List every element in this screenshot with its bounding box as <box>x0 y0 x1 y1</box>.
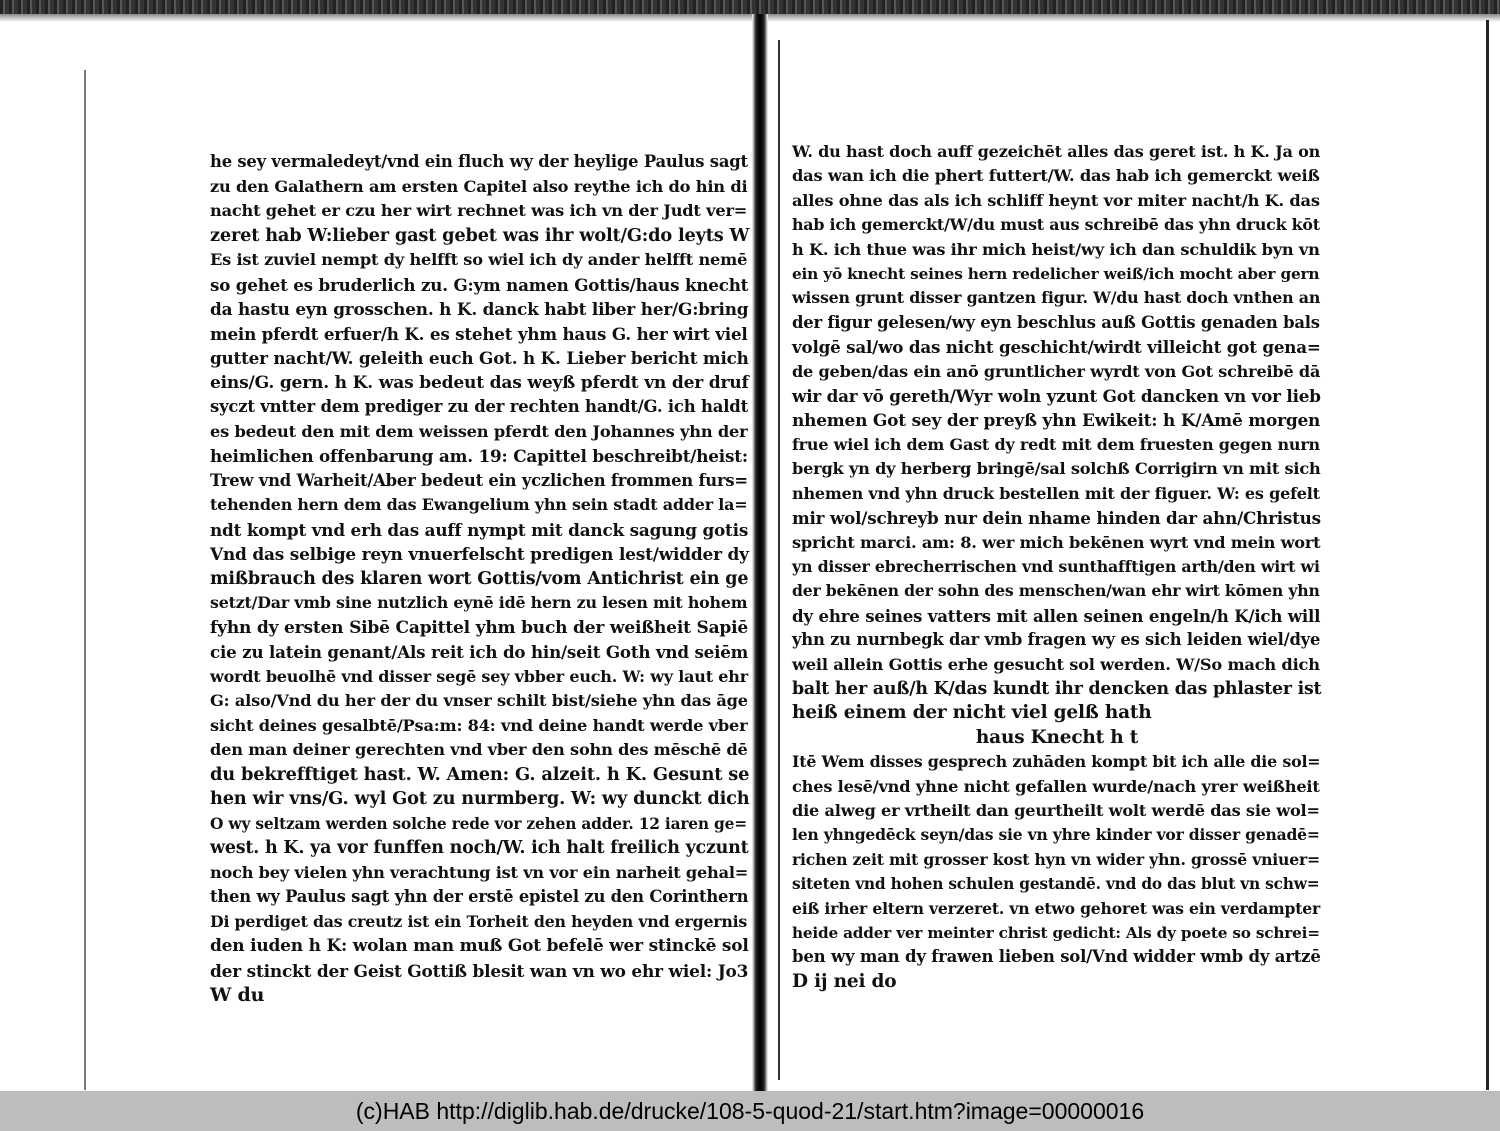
text-line: alles ohne das als ich schliff heynt vor miter nacht/h K. das <box>792 190 1320 210</box>
text-line: der stinckt der Geist Gottiß blesit wan vn wo ehr wiel: Jo3 <box>210 960 749 981</box>
text-line: wissen grunt disser gantzen figur. W/du hast doch vnthen an <box>792 288 1321 308</box>
text-line: spricht marci. am: 8. wer mich bekēnen wyrt vnd mein wort <box>792 532 1321 552</box>
text-line: hen wir vns/G. wyl Got zu nurmberg. W: wy dunckt dich <box>210 788 750 809</box>
text-line: frue wiel ich dem Gast dy redt mit dem fruesten gegen nurn <box>792 434 1320 454</box>
text-line: haus Knecht h t <box>975 726 1139 748</box>
text-line: Di perdiget das creutz ist ein Torheit den heyden vnd ergernis <box>210 911 748 931</box>
text-line: nacht gehet er czu her wirt rechnet was ich vn der Judt ver= <box>210 201 748 220</box>
text-line: die alweg er vrtheilt dan geurtheilt wolt werdē das sie wol= <box>792 800 1320 820</box>
text-line: gutter nacht/W. geleith euch Got. h K. Lieber bericht mich <box>210 348 749 368</box>
text-line: then wy Paulus sagt yhn der erstē epistel zu den Corinthern <box>210 887 749 906</box>
left-page-text <box>210 150 750 1008</box>
text-line: Vnd das selbige reyn vnuerfelscht predigen lest/widder dy <box>210 544 749 564</box>
book-gutter <box>752 14 768 1091</box>
text-line: sicht deines gesalbtē/Psa:m: 84: vnd deine handt werde vber <box>210 715 748 735</box>
text-line: h K. ich thue was ihr mich heist/wy ich dan schuldik byn vn <box>792 239 1320 259</box>
text-line: mein pferdt erfuer/h K. es stehet yhm haus G. her wirt viel <box>210 323 748 344</box>
text-line: wir dar vō gereth/Wyr woln yzunt Got dancken vn vor lieb <box>792 386 1321 407</box>
text-line: west. h K. ya vor funffen noch/W. ich halt freilich yczunt <box>210 838 749 858</box>
text-line: den iuden h K: wolan man muß Got befelē wer stinckē sol <box>210 936 749 956</box>
text-line: es bedeut den mit dem weissen pferdt den Johannes yhn der <box>210 421 748 441</box>
text-line: D ij nei do <box>792 970 897 992</box>
text-line: G: also/Vnd du her der du vnser schilt bist/siehe yhn das āge <box>210 691 748 710</box>
text-line: zu den Galathern am ersten Capitel also reythe ich do hin di <box>210 176 748 196</box>
text-line: eins/G. gern. h K. was bedeut das weyß pferdt vn der druf <box>210 372 749 393</box>
text-line: eiß irher eltern verzeret. vn etwo gehoret was ein verdampter <box>792 898 1320 918</box>
text-line: der figur gelesen/wy eyn beschlus auß Gottis genaden bals <box>792 312 1320 332</box>
text-line: he sey vermaledeyt/vnd ein fluch wy der heylige Paulus sagt <box>210 152 748 171</box>
text-line: heiß einem der nicht viel gelß hath <box>792 702 1152 724</box>
text-line: mir wol/schreyb nur dein nhame hinden dar ahn/Christus <box>792 508 1321 529</box>
text-line: nhemen Got sey der preyß yhn Ewikeit: h K/Amē morgen <box>792 410 1321 431</box>
right-page-text <box>792 140 1322 994</box>
page-top-shadow <box>0 0 1500 14</box>
right-page-fold-line <box>778 40 780 1080</box>
text-line: hab ich gemerckt/W/du must aus schreibē das yhn druck kōt <box>792 215 1320 235</box>
text-line: noch bey vielen yhn verachtung ist vn vor ein narheit gehal= <box>210 862 749 882</box>
text-line: yn disser ebrecherrischen vnd sunthafftigen arth/den wirt wi <box>792 556 1320 576</box>
text-line: len yhngedēck seyn/das sie vn yhre kinder vor disser genadē= <box>792 825 1320 845</box>
text-line: cie zu latein genant/Als reit ich do hin/seit Goth vnd seiēm <box>210 642 749 662</box>
text-line: das wan ich die phert futtert/W. das hab ich gemerckt weiß <box>792 166 1320 186</box>
text-line: volgē sal/wo das nicht geschicht/wirdt villeicht got gena= <box>792 337 1321 358</box>
text-line: ndt kompt vnd erh das auff nympt mit danck sagung gotis <box>210 519 749 540</box>
text-line: heimlichen offenbarung am. 19: Capittel beschreibt/heist: <box>210 446 748 466</box>
text-line: W du <box>210 984 265 1006</box>
left-page-edge <box>84 70 86 1090</box>
text-line: richen zeit mit grosser kost hyn vn wider yhn. grossē vniuer= <box>792 849 1320 869</box>
text-line: ein yō knecht seines hern redelicher weiß/ich mocht aber gern <box>792 265 1320 284</box>
text-line: fyhn dy ersten Sibē Capittel yhm buch der weißheit Sapiē <box>210 617 749 638</box>
text-line: wordt beuolhē vnd disser segē sey vbber euch. W: wy laut ehr <box>210 666 748 686</box>
text-line: du bekrefftiget hast. W. Amen: G. alzeit. h K. Gesunt se <box>210 763 750 785</box>
text-line: weil allein Gottis erhe gesucht sol werden. W/So mach dich <box>792 654 1320 674</box>
text-line: siteten vnd hohen schulen gestandē. vnd do das blut vn schw= <box>792 875 1320 894</box>
text-line: da hastu eyn grosschen. h K. danck habt liber her/G:bring <box>210 299 749 319</box>
text-line: de geben/das ein anō gruntlicher wyrdt von Got schreibē dā <box>792 361 1321 381</box>
text-line: W. du hast doch auff gezeichēt alles das geret ist. h K. Ja on <box>792 142 1321 161</box>
text-line: den man deiner gerechten vnd vber den sohn des mēschē dē <box>210 740 748 759</box>
text-line: Es ist zuviel nempt dy helfft so wiel ich dy ander helfft nemē <box>210 250 748 269</box>
footer-credit-bar <box>0 1091 1500 1131</box>
right-page-edge <box>1486 20 1489 1090</box>
text-line: tehenden hern dem das Ewangelium yhn sein stadt adder la= <box>210 495 748 514</box>
text-line: bergk yn dy herberg bringē/sal solchß Corrigirn vn mit sich <box>792 459 1321 479</box>
text-line: setzt/Dar vmb sine nutzlich eynē idē hern zu lesen mit hohem <box>210 593 748 612</box>
text-line: nhemen vnd yhn druck bestellen mit der figuer. W: es gefelt <box>792 483 1320 503</box>
text-line: mißbrauch des klaren wort Gottis/vom Antichrist ein ge <box>210 568 749 589</box>
text-line: der bekēnen der sohn des menschen/wan ehr wirt kōmen yhn <box>792 581 1320 601</box>
text-line: so gehet es bruderlich zu. G:ym namen Gottis/haus knecht <box>210 274 749 295</box>
text-line: heide adder ver meinter christ gedicht: Als dy poete so schrei= <box>792 924 1320 942</box>
page-top-fade <box>0 14 1500 22</box>
footer-credit-text: (c)HAB http://diglib.hab.de/drucke/108-5-quod-21/start.htm?image=00000016 <box>355 1097 1145 1124</box>
text-line: Itē Wem disses gesprech zuhāden kompt bit ich alle die sol= <box>792 752 1321 772</box>
text-line: ches lesē/vnd yhne nicht gefallen wurde/nach yrer weißheit <box>792 776 1320 796</box>
text-line: O wy seltzam werden solche rede vor zehen adder. 12 iaren ge= <box>210 814 747 833</box>
text-line: zeret hab W:lieber gast gebet was ihr wolt/G:do leyts W <box>210 224 750 246</box>
text-line: Trew vnd Warheit/Aber bedeut ein yczlichen frommen furs= <box>210 470 748 490</box>
text-line: yhn zu nurnbegk dar vmb fragen wy es sich leiden wiel/dye <box>792 630 1321 650</box>
text-line: dy ehre seines vatters mit allen seinen engeln/h K/ich will <box>792 605 1321 626</box>
text-line: syczt vntter dem prediger zu der rechten handt/G. ich haldt <box>210 397 749 416</box>
text-line: ben wy man dy frawen lieben sol/Vnd widder wmb dy artzē <box>792 947 1321 967</box>
text-line: balt her auß/h K/das kundt ihr dencken das phlaster ist <box>792 678 1322 699</box>
